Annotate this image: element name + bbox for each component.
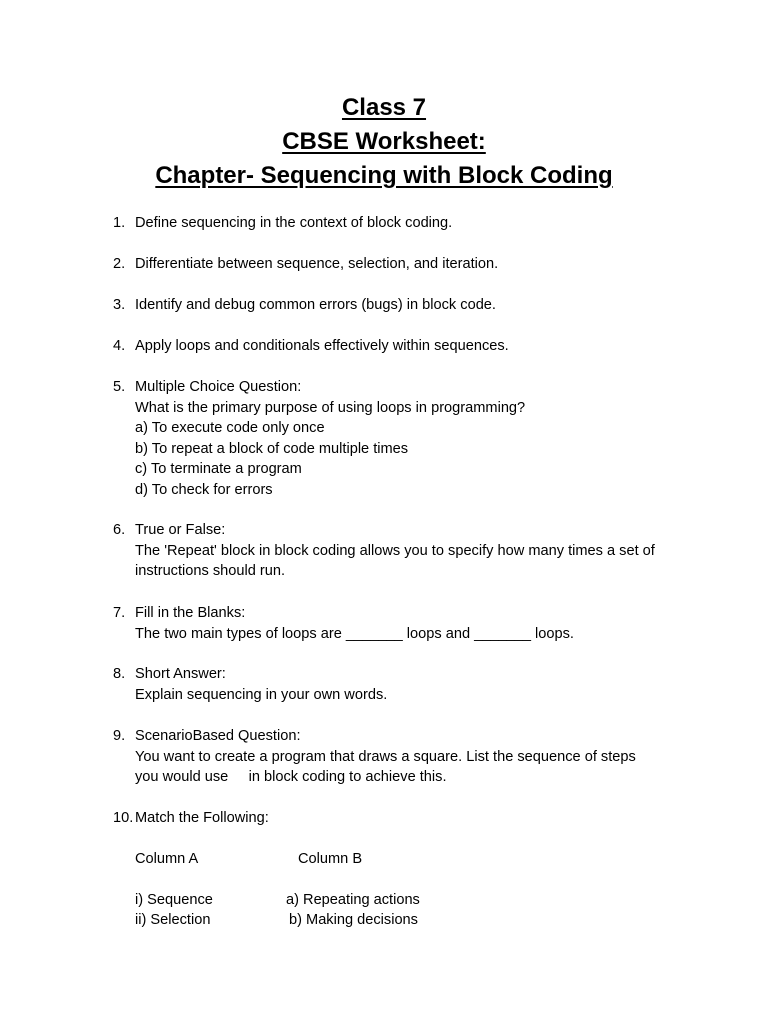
question-type: True or False: [135, 522, 226, 538]
column-a-item: i) Sequence [135, 892, 213, 908]
question-type: Short Answer: [135, 666, 226, 682]
option-c: c) To terminate a program [135, 461, 302, 478]
question-type: Fill in the Blanks: [135, 605, 246, 621]
title-worksheet: CBSE Worksheet: [282, 128, 486, 155]
question-number: 3. [113, 297, 126, 313]
question-number: 2. [113, 256, 126, 272]
question-4 [113, 336, 713, 357]
option-a: a) To execute code only once [135, 420, 325, 437]
question-6 [113, 520, 713, 582]
question-text: The two main types of loops are _______ loops and _______ loops. [135, 625, 574, 642]
title-class: Class 7 [341, 94, 427, 121]
question-number: 5. [113, 379, 126, 395]
column-b-item: a) Repeating actions [286, 892, 420, 908]
option-d: d) To check for errors [135, 481, 273, 498]
question-10 [113, 808, 713, 829]
question-number: 9. [113, 728, 126, 744]
option-b: b) To repeat a block of code multiple times [135, 440, 409, 457]
question-text: Apply loops and conditionals effectively within sequences. [135, 338, 509, 354]
question-2 [113, 254, 713, 275]
column-a-header: Column A [135, 851, 199, 867]
question-text: Differentiate between sequence, selection, and iteration. [135, 256, 499, 272]
question-text-continued: you would use in block coding to achieve this. [135, 769, 447, 786]
question-3 [113, 295, 713, 316]
question-number: 8. [113, 666, 126, 682]
question-number: 1. [113, 215, 126, 231]
column-b-header: Column B [298, 851, 363, 867]
question-8 [113, 664, 713, 705]
question-text: Define sequencing in the context of block coding. [135, 215, 453, 231]
question-type: Match the Following: [135, 810, 269, 826]
question-number: 7. [113, 605, 126, 621]
question-5 [113, 377, 713, 501]
question-number: 10. [113, 810, 134, 826]
question-7 [113, 603, 713, 644]
question-1 [113, 213, 713, 234]
column-b-item: b) Making decisions [289, 912, 418, 928]
question-type: ScenarioBased Question: [135, 728, 301, 744]
question-number: 6. [113, 522, 126, 538]
question-text: Explain sequencing in your own words. [135, 686, 388, 703]
question-9 [113, 726, 713, 788]
question-text-continued: instructions should run. [135, 563, 286, 580]
title-chapter: Chapter- Sequencing with Block Coding [155, 162, 613, 189]
question-text: You want to create a program that draws a square. List the sequence of steps [135, 748, 636, 765]
question-type: Multiple Choice Question: [135, 379, 302, 395]
question-number: 4. [113, 338, 126, 354]
column-a-item: ii) Selection [135, 912, 211, 928]
question-text: Identify and debug common errors (bugs) in block code. [135, 297, 496, 313]
question-text: What is the primary purpose of using loops in programming? [135, 399, 526, 416]
question-text: The 'Repeat' block in block coding allows you to specify how many times a set of [135, 542, 655, 559]
